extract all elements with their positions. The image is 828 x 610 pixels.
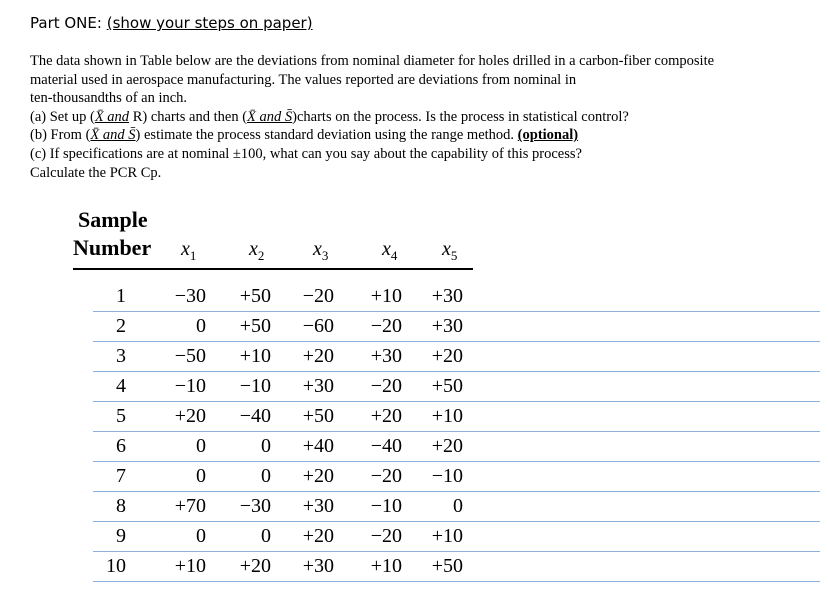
deviation-cell: 0 <box>196 465 206 487</box>
table-row <box>0 282 828 312</box>
sample-number-cell: 3 <box>116 345 126 367</box>
xbar-r-notation: X̄ and <box>94 108 130 125</box>
question-b-suffix: ) estimate the process standard deviation using the range method. <box>135 127 518 144</box>
deviation-cell: +10 <box>370 555 402 577</box>
deviation-cell: +20 <box>431 435 463 457</box>
paragraph-line-3: ten-thousandths of an inch. <box>30 90 188 107</box>
row-divider <box>93 581 820 582</box>
deviation-cell: 0 <box>196 315 206 337</box>
sample-number-cell: 4 <box>116 375 126 397</box>
col-header-x4: $x_4$ <box>382 238 398 263</box>
deviation-cell: +30 <box>431 315 463 337</box>
deviation-cell: −20 <box>302 285 334 307</box>
deviation-cell: −60 <box>302 315 334 337</box>
deviation-cell: 0 <box>261 435 271 457</box>
deviation-cell: +30 <box>302 495 334 517</box>
table-row <box>0 522 828 552</box>
header-rule <box>73 268 473 270</box>
deviation-cell: 0 <box>261 465 271 487</box>
sample-number-cell: 1 <box>116 285 126 307</box>
deviation-cell: +40 <box>302 435 334 457</box>
table-row <box>0 552 828 582</box>
question-c: (c) If specifications are at nominal ±100, what can you say about the capability of this process? <box>30 145 582 162</box>
deviation-cell: +30 <box>370 345 402 367</box>
deviation-cell: −10 <box>370 495 402 517</box>
table-row <box>0 372 828 402</box>
deviation-cell: −10 <box>239 375 271 397</box>
deviation-cell: −20 <box>370 315 402 337</box>
header-number: Number <box>73 235 152 260</box>
deviation-cell: −50 <box>174 345 206 367</box>
paragraph-line-2: material used in aerospace manufacturing. The values reported are deviations from nominal in <box>30 71 577 88</box>
deviation-cell: +10 <box>431 525 463 547</box>
xbar-s-notation: X̄ and S̄ <box>247 108 293 125</box>
optional-tag: (optional) <box>517 127 579 144</box>
question-b-prefix: (b) From ( <box>30 127 91 144</box>
table-row <box>0 312 828 342</box>
deviation-cell: +50 <box>239 315 271 337</box>
part-label: Part ONE: <box>30 14 107 32</box>
deviation-cell: +50 <box>431 375 463 397</box>
sample-number-cell: 2 <box>116 315 126 337</box>
instructions-note: (show your steps on paper) <box>106 14 313 32</box>
question-d: Calculate the PCR Cp. <box>30 164 162 181</box>
col-header-x2: $x_2$ <box>249 238 265 263</box>
deviation-cell: +50 <box>239 285 271 307</box>
deviation-cell: +30 <box>431 285 463 307</box>
deviation-cell: +20 <box>174 405 206 427</box>
deviation-cell: 0 <box>261 525 271 547</box>
header-sample: Sample <box>78 207 148 232</box>
deviation-cell: +20 <box>370 405 402 427</box>
deviation-cell: +70 <box>174 495 206 517</box>
deviation-cell: −10 <box>431 465 463 487</box>
deviation-cell: 0 <box>453 495 463 517</box>
deviation-cell: −30 <box>174 285 206 307</box>
deviation-cell: +50 <box>431 555 463 577</box>
deviation-cell: −40 <box>370 435 402 457</box>
deviation-cell: −20 <box>370 465 402 487</box>
sample-number-cell: 7 <box>116 465 126 487</box>
deviation-cell: −10 <box>174 375 206 397</box>
deviation-cell: +30 <box>302 555 334 577</box>
sample-number-cell: 5 <box>116 405 126 427</box>
table-row <box>0 432 828 462</box>
deviation-cell: +10 <box>239 345 271 367</box>
question-a-suffix: )charts on the process. Is the process in statistical control? <box>292 108 629 125</box>
deviation-cell: +10 <box>431 405 463 427</box>
table-row <box>0 462 828 492</box>
paragraph-line-1: The data shown in Table below are the deviations from nominal diameter for holes drilled in a carbon-fiber composite <box>30 53 715 69</box>
deviation-cell: +20 <box>431 345 463 367</box>
deviation-cell: −40 <box>239 405 271 427</box>
deviation-cell: +30 <box>302 375 334 397</box>
table-row <box>0 402 828 432</box>
deviation-cell: 0 <box>196 435 206 457</box>
deviation-cell: +20 <box>302 525 334 547</box>
sample-number-cell: 8 <box>116 495 126 517</box>
deviation-cell: +20 <box>302 465 334 487</box>
question-a-prefix: (a) Set up ( <box>30 108 95 125</box>
question-a-middle: R) charts and then ( <box>129 108 248 125</box>
deviation-cell: +20 <box>302 345 334 367</box>
deviation-cell: +50 <box>302 405 334 427</box>
col-header-x1: $x_1$ <box>181 238 197 263</box>
sample-number-cell: 6 <box>116 435 126 457</box>
table-row <box>0 492 828 522</box>
col-header-x5: $x_5$ <box>442 238 458 263</box>
deviation-cell: −20 <box>370 375 402 397</box>
sample-number-cell: 10 <box>106 555 126 577</box>
deviation-cell: +10 <box>174 555 206 577</box>
sample-number-cell: 9 <box>116 525 126 547</box>
table-row <box>0 342 828 372</box>
deviation-cell: −30 <box>239 495 271 517</box>
xbar-s-notation-b: X̄ and S̄ <box>90 127 136 144</box>
deviation-cell: +10 <box>370 285 402 307</box>
deviation-cell: 0 <box>196 525 206 547</box>
deviation-cell: −20 <box>370 525 402 547</box>
col-header-x3: $x_3$ <box>313 238 329 263</box>
deviation-cell: +20 <box>239 555 271 577</box>
